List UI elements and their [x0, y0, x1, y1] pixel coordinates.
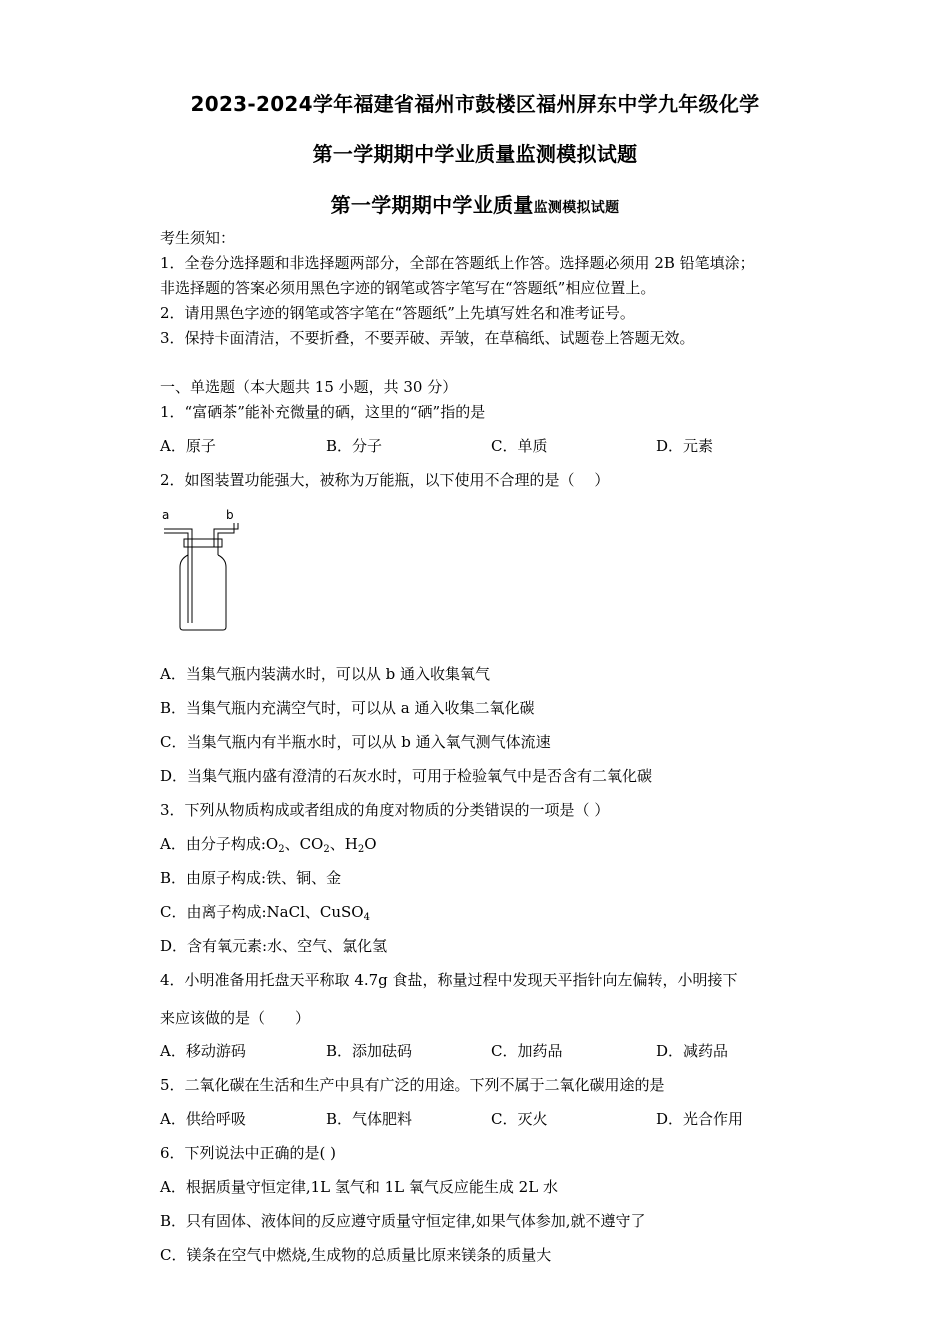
question-6-option-c: C．镁条在空气中燃烧,生成物的总质量比原来镁条的质量大 — [160, 1246, 552, 1264]
question-3-option-b: B．由原子构成:铁、铜、金 — [160, 869, 342, 887]
notice-item-2: 2．请用黑色字迹的钢笔或答字笔在“答题纸”上先填写姓名和准考证号。 — [160, 304, 635, 322]
question-3-stem: 3．下列从物质构成或者组成的角度对物质的分类错误的一项是（ ） — [160, 801, 610, 819]
figure-label-b: b — [226, 508, 234, 522]
title-line-3 — [0, 189, 950, 218]
notice-item-1-line-1: 1．全卷分选择题和非选择题两部分，全部在答题纸上作答。选择题必须用 2B 铅笔填涂； — [160, 254, 755, 272]
question-1-option-b: B．分子 — [326, 437, 383, 455]
question-4-option-d: D．减药品 — [656, 1042, 729, 1060]
question-2-stem: 2．如图装置功能强大，被称为万能瓶，以下使用不合理的是（ ） — [160, 471, 610, 489]
question-1-option-c: C．单质 — [491, 437, 548, 455]
question-5-option-d: D．光合作用 — [656, 1110, 744, 1128]
section-heading: 一、单选题（本大题共 15 小题，共 30 分） — [160, 378, 458, 396]
question-3-option-c: C．由离子构成:NaCl、CuSO$_4$ — [160, 903, 370, 923]
question-1-option-d: D．元素 — [656, 437, 714, 455]
question-5-option-b: B．气体肥料 — [326, 1110, 413, 1128]
question-6-stem: 6．下列说法中正确的是( ) — [160, 1144, 337, 1162]
question-6-option-a: A．根据质量守恒定律,1L 氢气和 1L 氧气反应能生成 2L 水 — [160, 1178, 558, 1196]
question-4-stem-line-2: 来应该做的是（ ） — [160, 1009, 311, 1027]
title-line-3-large: 第一学期期中学业质量 — [330, 193, 534, 217]
stopper — [184, 539, 222, 547]
question-2-option-b: B．当集气瓶内充满空气时，可以从 a 通入收集二氧化碳 — [160, 699, 535, 717]
question-2-option-a: A．当集气瓶内装满水时，可以从 b 通入收集氧气 — [160, 665, 490, 683]
question-4-option-b: B．添加砝码 — [326, 1042, 413, 1060]
question-3-option-d: D．含有氧元素:水、空气、氯化氢 — [160, 937, 388, 955]
question-2-option-c: C．当集气瓶内有半瓶水时，可以从 b 通入氧气测气体流速 — [160, 733, 551, 751]
figure-label-a: a — [162, 508, 170, 522]
notice-item-3: 3．保持卡面清洁，不要折叠，不要弄破、弄皱，在草稿纸、试题卷上答题无效。 — [160, 329, 695, 347]
notice-item-1-line-2: 非选择题的答案必须用黑色字迹的钢笔或答字笔写在“答题纸”相应位置上。 — [160, 279, 656, 297]
question-5-stem: 5．二氧化碳在生活和生产中具有广泛的用途。下列不属于二氧化碳用途的是 — [160, 1076, 665, 1094]
question-2-option-d: D．当集气瓶内盛有澄清的石灰水时，可用于检验氧气中是否含有二氧化碳 — [160, 767, 653, 785]
question-4-option-c: C．加药品 — [491, 1042, 563, 1060]
bottle-body — [180, 555, 226, 630]
question-5-option-a: A．供给呼吸 — [160, 1110, 246, 1128]
title-line-2: 第一学期期中学业质量监测模拟试题 — [312, 142, 638, 166]
question-6-option-b: B．只有固体、液体间的反应遵守质量守恒定律,如果气体参加,就不遵守了 — [160, 1212, 646, 1230]
question-4-stem-line-1: 4．小明准备用托盘天平称取 4.7g 食盐，称量过程中发现天平指针向左偏转，小明接下 — [160, 971, 738, 989]
question-5-option-c: C．灭火 — [491, 1110, 548, 1128]
question-1-stem: 1．“富硒茶”能补充微量的硒，这里的“硒”指的是 — [160, 403, 486, 421]
tube-b-inner — [218, 523, 234, 547]
gas-bottle-figure — [158, 503, 248, 633]
title-line-1: 2023-2024学年福建省福州市鼓楼区福州屏东中学九年级化学 — [190, 92, 760, 116]
title-line-3-small: 监测模拟试题 — [533, 200, 620, 216]
question-1-option-a: A．原子 — [160, 437, 216, 455]
notice-heading: 考生须知： — [160, 229, 236, 247]
question-3-option-a: A．由分子构成$:O_2$、$CO_2$、$H_2O$ — [160, 835, 377, 855]
question-4-option-a: A．移动游码 — [160, 1042, 246, 1060]
